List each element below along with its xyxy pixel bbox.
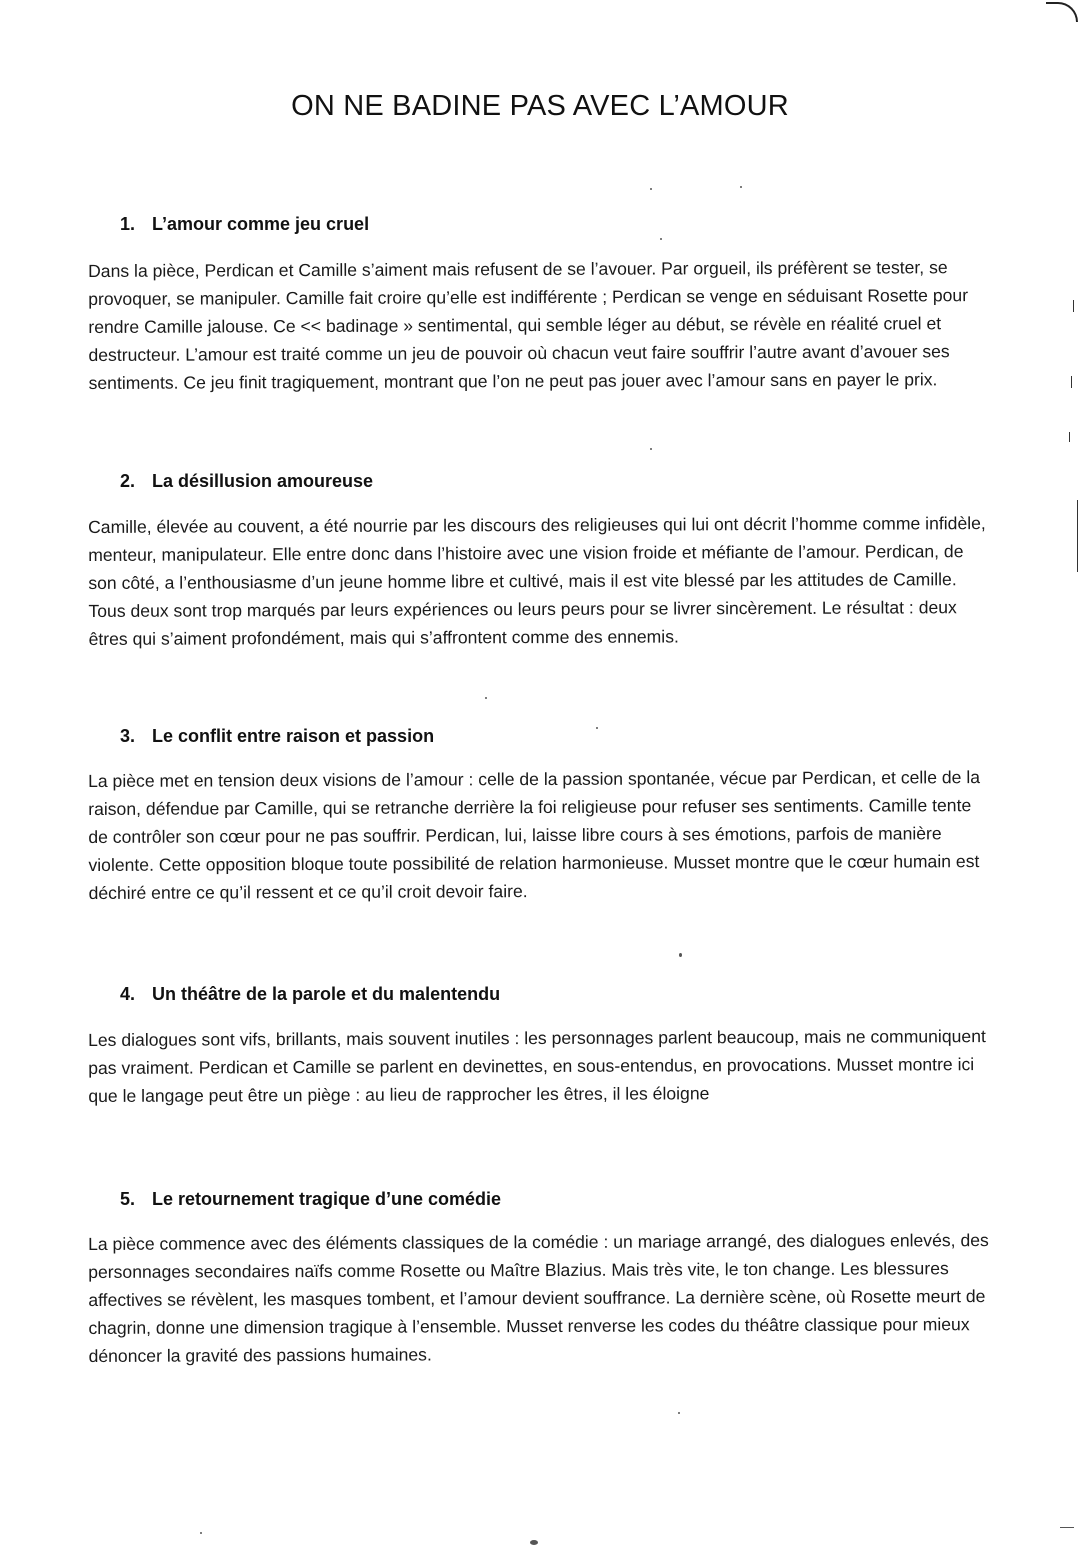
section-number-4: 4. [120, 984, 136, 1004]
section-title-5: Le retournement tragique d’une comédie [152, 1189, 502, 1209]
section-body-5: La pièce commence avec des éléments classiques de la comédie : un mariage arrangé, des dialogues enlevés, des personnages secondaires naïfs comme Rosette ou Maître Blazius. Mais très vite, le ton change. Les blessures affectives se révèlent, les masques tombent, et l’amour devient souffrance. La dernière scène, où Rosette meurt de chagrin, donne une dimension tragique à l’ensemble. Musset renverse les codes du théâtre classique pour mieux dénoncer la gravité des passions humaines. [88, 1230, 989, 1366]
section-number-1: 1. [120, 214, 136, 234]
section-body-1: Dans la pièce, Perdican et Camille s’aiment mais refusent de se l’avouer. Par orgueil, ils préfèrent se tester, se provoquer, se manipuler. Camille fait croire qu’elle est indifférente ; Perdican se venge en séduisant Rosette pour rendre Camille jalouse. Ce << badinage » sentimental, qui semble léger au début, se révèle en réalité cruel et destructeur. L’amour est traité comme un jeu de pouvoir où chacun veut faire souffrir l’autre avant d’avouer ses sentiments. Ce jeu finit tragiquement, montrant que l’on ne peut pas jouer avec l’amour sans en payer le prix. [88, 257, 969, 393]
scan-edge-mark [1069, 432, 1070, 442]
scan-speck [740, 186, 742, 188]
section-title-4: Un théâtre de la parole et du malentendu [152, 984, 501, 1004]
section-body-4: Les dialogues sont vifs, brillants, mais souvent inutiles : les personnages parlent beaucoup, mais ne communiquent pas vraiment. Perdican et Camille se parlent en devinettes, en sous-entendus, en provocations. Musset montre ici que le langage peut être un piège : au lieu de rapprocher les êtres, il les éloigne [88, 1026, 986, 1106]
section-number-5: 5. [120, 1189, 136, 1209]
scan-corner-curl [1046, 2, 1078, 22]
scan-speck [660, 238, 662, 240]
scan-speck [1060, 1527, 1074, 1528]
scan-speck [200, 1532, 202, 1534]
section-title-3: Le conflit entre raison et passion [152, 726, 435, 746]
section-body-2: Camille, élevée au couvent, a été nourrie par les discours des religieuses qui lui ont décrit l’homme comme infidèle, menteur, manipulateur. Elle entre donc dans l’histoire avec une vision froide et méfiante de l’amour. Perdican, de son côté, a l’enthousiasme d’un jeune homme libre et cultivé, mais il est vite blessé par les attitudes de Camille. Tous deux sont trop marqués par leurs expériences ou leurs peurs pour se livrer sincèrement. Le résultat : deux êtres qui s’aiment profondément, mais qui s’affrontent comme des ennemis. [88, 513, 986, 649]
scan-speck [485, 697, 487, 699]
scan-speck [650, 188, 652, 190]
section-heading-2 [120, 471, 373, 492]
scan-edge-mark [1077, 500, 1078, 572]
scan-speck [650, 448, 652, 450]
section-number-2: 2. [120, 471, 136, 491]
section-heading-5 [120, 1189, 501, 1210]
section-heading-4 [120, 984, 500, 1005]
scan-edge-mark [1073, 300, 1074, 312]
scan-speck [679, 953, 682, 957]
section-heading-1 [120, 214, 369, 235]
section-number-3: 3. [120, 726, 136, 746]
scan-edge-mark [1071, 376, 1072, 388]
section-title-2: La désillusion amoureuse [152, 471, 374, 491]
section-heading-3 [120, 726, 434, 747]
scan-speck [596, 727, 598, 729]
section-title-1: L’amour comme jeu cruel [152, 214, 370, 234]
page-title: ON NE BADINE PAS AVEC L’AMOUR [291, 90, 789, 122]
scan-speck [678, 1412, 680, 1414]
section-body-3: La pièce met en tension deux visions de l’amour : celle de la passion spontanée, vécue par Perdican, et celle de la raison, défendue par Camille, qui se retranche derrière la foi religieuse pour refuser ses sentiments. Camille tente de contrôler son cœur pour ne pas souffrir. Perdican, lui, laisse libre cours à ses émotions, parfois de manière violente. Cette opposition bloque toute possibilité de relation harmonieuse. Musset montre que le cœur humain est déchiré entre ce qu’il ressent et ce qu’il croit devoir faire. [88, 767, 981, 903]
scan-speck [530, 1540, 538, 1545]
